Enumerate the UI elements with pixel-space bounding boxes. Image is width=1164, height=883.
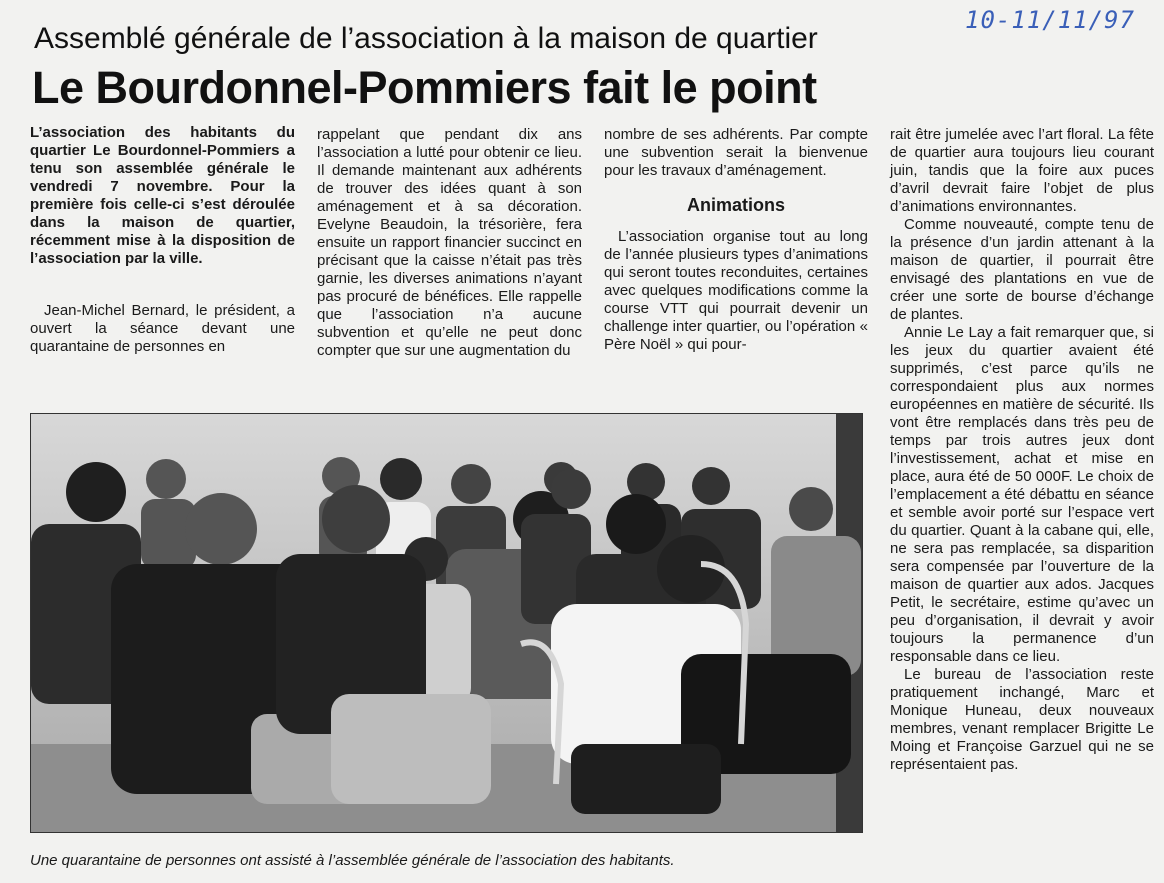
text-column-3 <box>604 126 868 354</box>
body-paragraph: Comme nouveauté, compte tenu de la présence d’un jardin attenant à la maison de quartier, il pourrait être envisagé des plantations en vue de créer une sorte de bourse d’échange de plantes. <box>890 216 1154 323</box>
body-paragraph: Le bureau de l’association reste pratiquement inchangé, Marc et Monique Huneau, deux nouveaux membres, venant remplacer Brigitte Le Moing et Françoise Garzuel qui ne se représentaient pas. <box>890 666 1154 773</box>
lead-paragraph: L’association des habitants du quartier Le Bourdonnel-Pommiers a tenu son assemblée générale le vendredi 7 novembre. Pour la première fois celle-ci s’est déroulée dans la maison de quartier, récemment mise à la disposition de l’association par la ville. <box>30 124 295 267</box>
handwritten-date: 10-11/11/97 <box>965 6 1135 34</box>
section-subhead: Animations <box>686 195 785 215</box>
article-headline: Le Bourdonnel-Pommiers fait le point <box>32 62 817 113</box>
body-paragraph: rappelant que pendant dix ans l’association a lutté pour obtenir ce lieu. Il demande maintenant aux adhérents de trouver des idées quant à son aménagement et à sa décoration. Evelyne Beaudoin, la trésorière, fera ensuite un rapport financier succinct en précisant que la caisse n’était pas très garnie, les diverses animations n’ayant pas procuré de bénéfices. Elle rappelle que l’association n’a aucune subvention et qu’elle ne peut donc compter que sur une augmentation du <box>317 126 582 359</box>
body-paragraph: L’association organise tout au long de l’année plusieurs types d’animations qui seront toutes reconduites, certaines avec quelques modifications comme la course VTT qui pourrait devenir un challenge inter quartier, ou l’opération « Père Noël » qui pour- <box>604 228 868 353</box>
body-paragraph: Jean-Michel Bernard, le président, a ouvert la séance devant une quarantaine de personnes en <box>30 302 295 355</box>
body-paragraph: nombre de ses adhérents. Par compte une subvention serait la bienvenue pour les travaux d’aménagement. <box>604 126 868 179</box>
text-column-2 <box>317 126 582 360</box>
text-column-1 <box>30 124 295 356</box>
body-paragraph: Annie Le Lay a fait remarquer que, si les jeux du quartier avaient été supprimés, c’est parce qu’ils ne correspondaient plus aux normes européennes en matière de sécurité. Ils vont être remplacés dans très peu de temps par trois autres jeux dont l’investissement, achat et mise en place, aura été de 50 000F. Le choix de l’emplacement a été débattu en séance et semble avoir porté sur l’espace vert du quartier. Quant à la cabane qui, elle, ne sera pas remplacée, sa disparition sera compensée par l’ouverture de la maison de quartier aux ados. Jacques Petit, le secrétaire, estime qu’avec un peu d’organisation, il devrait y avoir toujours la permanence d’un responsable dans ce lieu. <box>890 324 1154 665</box>
meeting-photo-illustration <box>31 414 863 833</box>
photo-caption: Une quarantaine de personnes ont assisté à l’assemblée générale de l’association des habitants. <box>30 852 675 869</box>
meeting-photo <box>30 413 863 833</box>
text-column-4 <box>890 126 1154 774</box>
body-paragraph: rait être jumelée avec l’art floral. La fête de quartier aura toujours lieu courant juin, tandis que la foire aux puces d’avril devrait faire l’objet de plus d’animations environnantes. <box>890 126 1154 215</box>
article-kicker: Assemblé générale de l’association à la maison de quartier <box>34 22 818 55</box>
